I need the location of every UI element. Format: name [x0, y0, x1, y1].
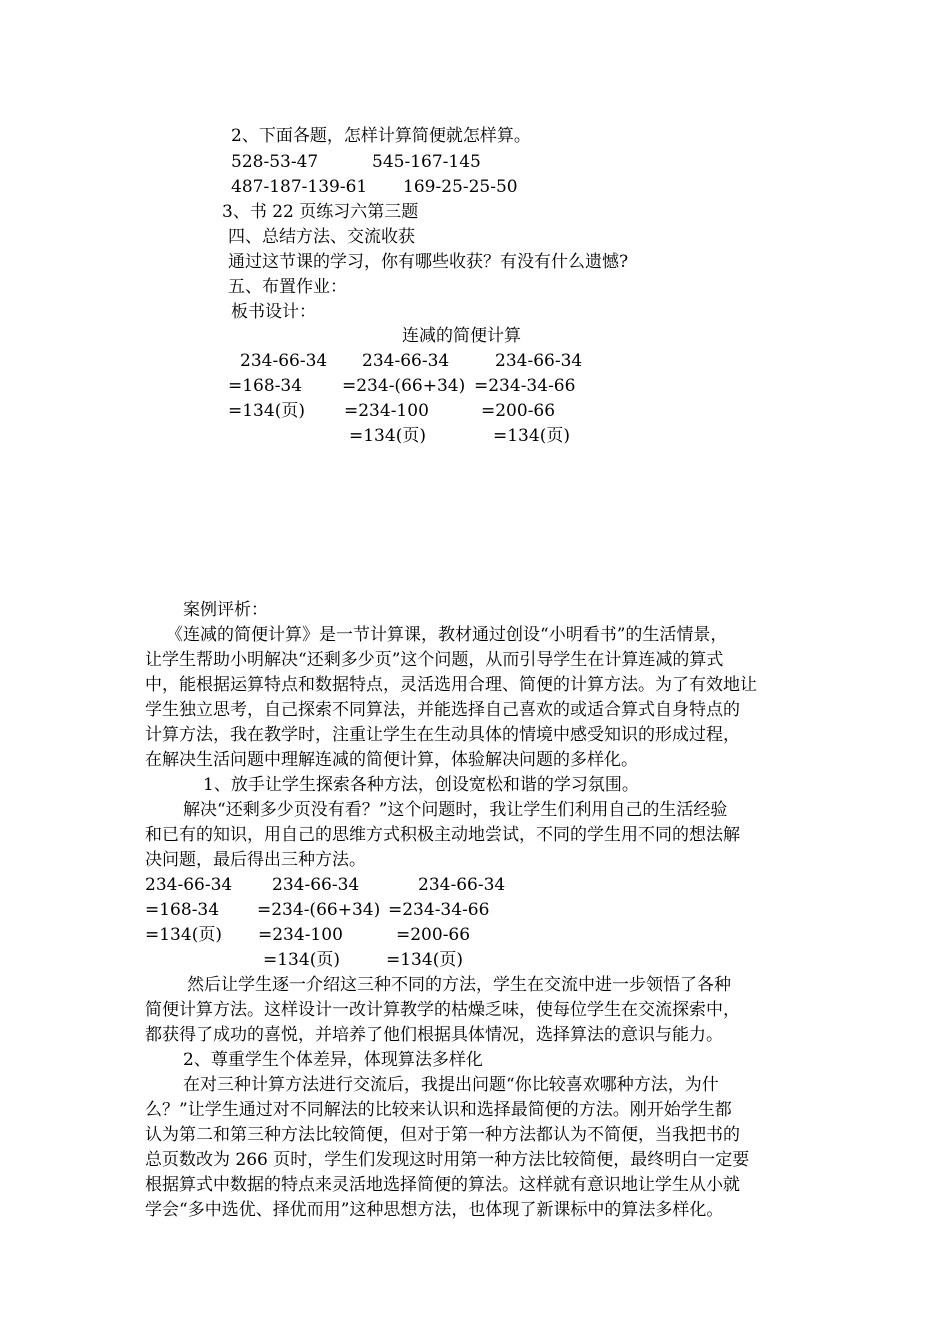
analysis-point-1: 1、放手让学生探索各种方法，创设宽松和谐的学习氛围。	[203, 775, 639, 795]
calc-col3-line2: =234-34-66	[388, 900, 490, 920]
p1-line: 让学生帮助小明解决“还剩多少页”这个问题，从而引导学生在计算连减的算式	[145, 650, 724, 670]
calc-col2-line4: =134(页)	[263, 950, 340, 970]
p1-line: 中，能根据运算特点和数据特点，灵活选用合理、简便的计算方法。为了有效地让	[145, 675, 757, 695]
p4-line: 根据算式中数据的特点来灵活地选择简便的算法。这样就有意识地让学生从小就	[145, 1175, 740, 1195]
p1-line: 《连减的简便计算》是一节计算课，教材通过创设“小明看书”的生活情景，	[166, 625, 728, 645]
board-col2-line2: =234-(66+34)	[342, 376, 466, 396]
p4-line: 么？”让学生通过对不同解法的比较来认识和选择最简便的方法。刚开始学生都	[145, 1100, 732, 1120]
analysis-point-2: 2、尊重学生个体差异，体现算法多样化	[183, 1050, 483, 1070]
board-col3-line3: =200-66	[481, 401, 556, 421]
board-design-label: 板书设计：	[231, 302, 316, 322]
board-col2-line3: =234-100	[344, 401, 429, 421]
section-5-heading: 五、布置作业：	[228, 277, 347, 297]
board-col2-line4: =134(页)	[349, 426, 426, 446]
board-col1-line3: =134(页)	[228, 401, 305, 421]
board-col3-line2: =234-34-66	[474, 376, 576, 396]
section-4-heading: 四、总结方法、交流收获	[228, 227, 415, 247]
calc-col1-line1: 234-66-34	[145, 875, 233, 895]
analysis-heading: 案例评析：	[183, 600, 268, 620]
exercise-2-row2-a: 487-187-139-61	[231, 177, 368, 197]
exercise-3: 3、书 22 页练习六第三题	[222, 202, 419, 222]
p1-line: 学生独立思考，自己探索不同算法，并能选择自己喜欢的或适合算式自身特点的	[145, 700, 740, 720]
exercise-2-row1-b: 545-167-145	[372, 152, 481, 172]
board-col3-line1: 234-66-34	[495, 351, 583, 371]
board-col3-line4: =134(页)	[493, 426, 570, 446]
analysis-paragraph-2	[145, 798, 810, 873]
analysis-paragraph-4	[145, 1073, 810, 1223]
exercise-2-row1-a: 528-53-47	[231, 152, 319, 172]
board-col2-line1: 234-66-34	[362, 351, 450, 371]
p4-line: 在对三种计算方法进行交流后，我提出问题“你比较喜欢哪种方法，为什	[183, 1075, 719, 1095]
board-col1-line1: 234-66-34	[240, 351, 328, 371]
p4-line: 认为第二和第三种方法比较简便，但对于第一种方法都认为不简便，当我把书的	[145, 1125, 740, 1145]
board-col1-line2: =168-34	[228, 376, 303, 396]
reflection-question: 通过这节课的学习，你有哪些收获？有没有什么遗憾?	[228, 252, 629, 272]
p2-line: 解决“还剩多少页没有看？”这个问题时，我让学生们利用自己的生活经验	[183, 800, 728, 820]
board-title: 连减的简便计算	[402, 326, 521, 346]
p1-line: 计算方法，我在教学时，注重让学生在生动具体的情境中感受知识的形成过程，	[145, 725, 740, 745]
analysis-paragraph-3	[145, 973, 810, 1048]
exercise-2-title: 2、下面各题，怎样计算简便就怎样算。	[231, 126, 531, 146]
calc-col2-line3: =234-100	[258, 925, 343, 945]
analysis-paragraph-1	[145, 623, 810, 773]
p2-line: 和已有的知识，用自己的思维方式积极主动地尝试，不同的学生用不同的想法解	[145, 825, 740, 845]
calc-col1-line2: =168-34	[145, 900, 220, 920]
calc-col1-line3: =134(页)	[145, 925, 222, 945]
p2-line: 决问题，最后得出三种方法。	[145, 850, 366, 870]
exercise-2-row2-b: 169-25-25-50	[403, 177, 518, 197]
calc-col3-line1: 234-66-34	[418, 875, 506, 895]
calc-col3-line4: =134(页)	[386, 950, 463, 970]
p4-line: 总页数改为 266 页时，学生们发现这时用第一种方法比较简便，最终明白一定要	[145, 1150, 750, 1170]
p3-line: 然后让学生逐一介绍这三种不同的方法，学生在交流中进一步领悟了各种	[187, 975, 731, 995]
calc-col2-line1: 234-66-34	[272, 875, 360, 895]
calc-col3-line3: =200-66	[396, 925, 471, 945]
p1-line: 在解决生活问题中理解连减的简便计算，体验解决问题的多样化。	[145, 750, 638, 770]
p3-line: 简便计算方法。这样设计一改计算教学的枯燥乏味，使每位学生在交流探索中，	[145, 1000, 740, 1020]
calc-col2-line2: =234-(66+34)	[257, 900, 381, 920]
p3-line: 都获得了成功的喜悦，并培养了他们根据具体情况，选择算法的意识与能力。	[145, 1025, 723, 1045]
p4-line: 学会“多中选优、择优而用”这种思想方法，也体现了新课标中的算法多样化。	[145, 1200, 724, 1220]
